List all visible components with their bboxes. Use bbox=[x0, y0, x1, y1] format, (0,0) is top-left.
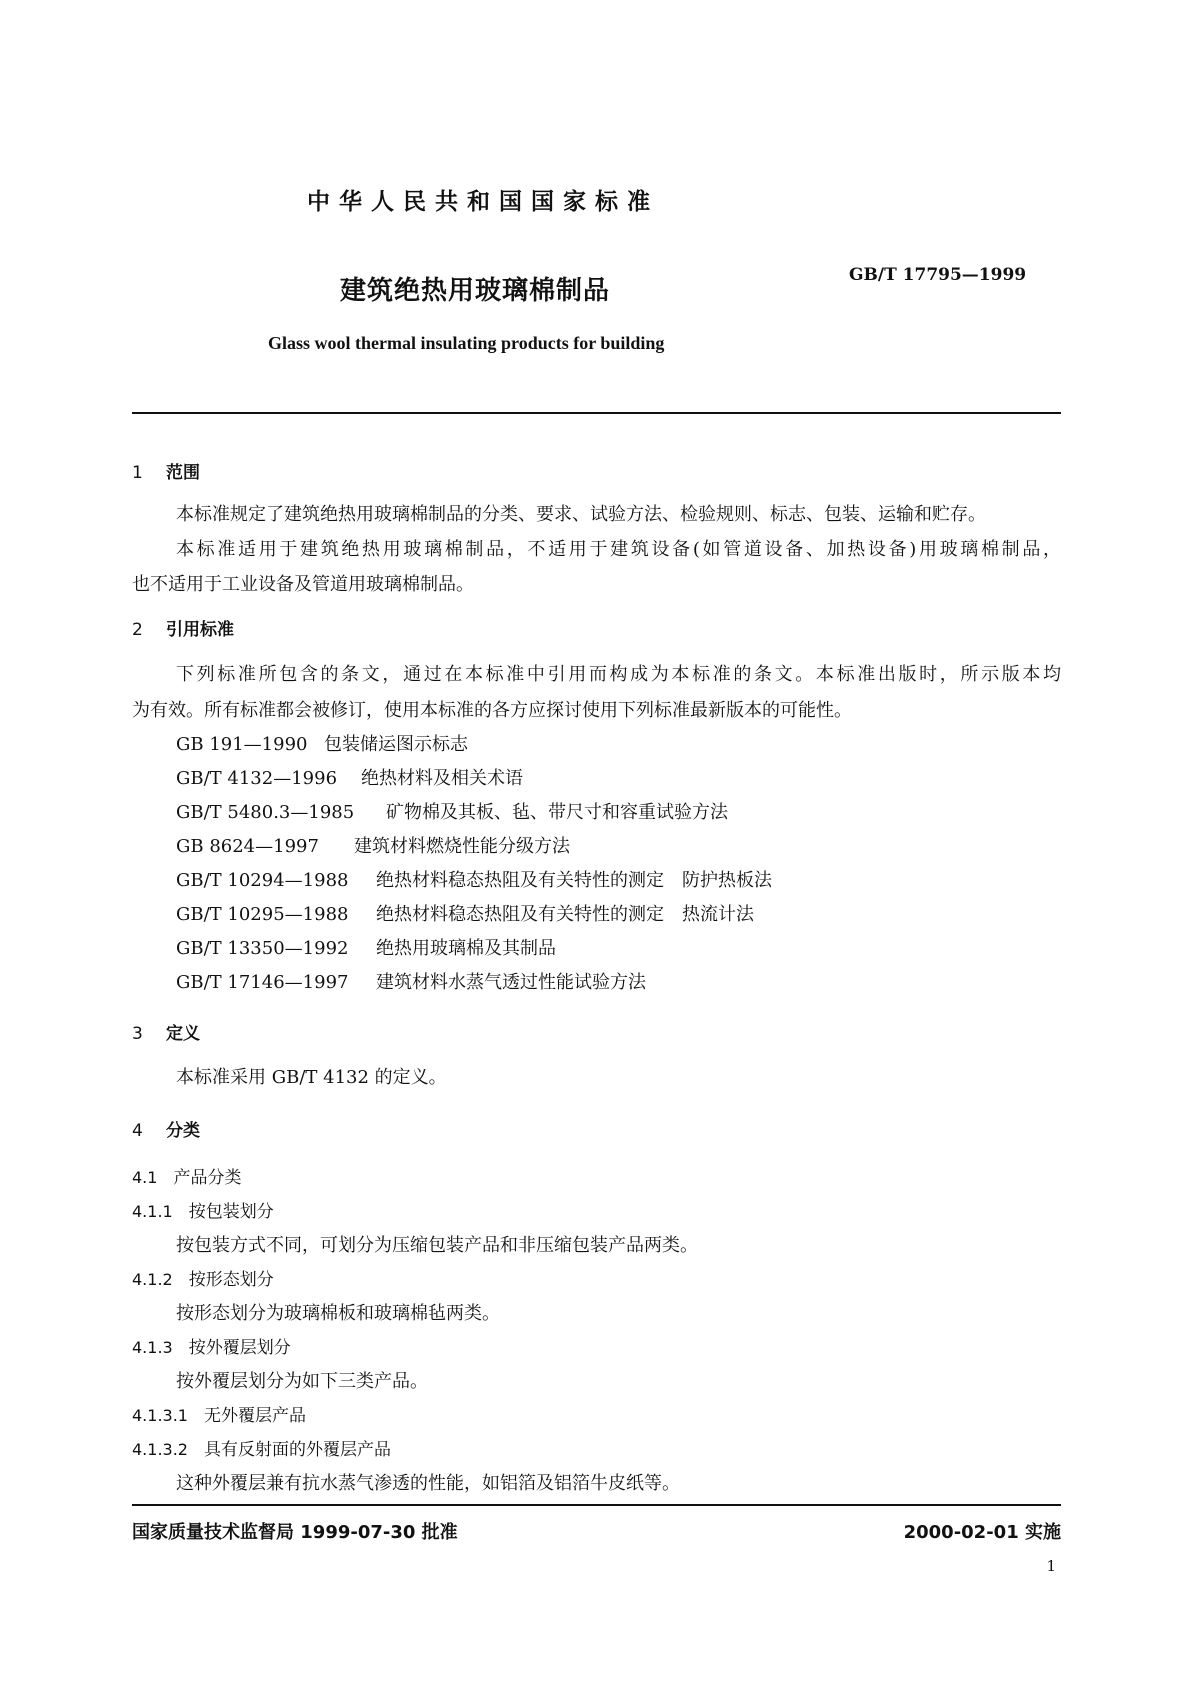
reference-standard bbox=[176, 900, 754, 926]
reference-standard bbox=[176, 798, 728, 824]
clause-number: 4.1.3.2 bbox=[132, 1440, 188, 1459]
section-3-heading bbox=[132, 1019, 200, 1044]
section-title: 引用标准 bbox=[166, 620, 234, 640]
section-2-heading bbox=[132, 615, 234, 640]
reference-code: GB/T 4132—1996 bbox=[176, 768, 338, 789]
clause-title: 具有反射面的外覆层产品 bbox=[203, 1440, 391, 1460]
clause-4-1-1 bbox=[132, 1197, 274, 1222]
clause-4-1-3 bbox=[132, 1333, 291, 1358]
reference-title: 建筑材料水蒸气透过性能试验方法 bbox=[376, 972, 646, 993]
clause-4-1-3-2 bbox=[132, 1435, 391, 1460]
reference-standard bbox=[176, 832, 570, 858]
section-2-paragraph-line-2: 为有效。所有标准都会被修订，使用本标准的各方应探讨使用下列标准最新版本的可能性。 bbox=[132, 700, 852, 721]
reference-title: 绝热材料稳态热阻及有关特性的测定 热流计法 bbox=[376, 904, 754, 925]
reference-code: GB/T 10295—1988 bbox=[176, 904, 349, 925]
reference-standard bbox=[176, 866, 772, 892]
page-number: 1 bbox=[1046, 1557, 1056, 1575]
national-standard-heading: 中华人民共和国国家标准 bbox=[307, 189, 659, 215]
reference-title: 建筑材料燃烧性能分级方法 bbox=[354, 836, 570, 857]
reference-code: GB/T 5480.3—1985 bbox=[176, 802, 355, 823]
clause-4-1-2-body: 按形态划分为玻璃棉板和玻璃棉毡两类。 bbox=[176, 1303, 500, 1324]
reference-code: GB 8624—1997 bbox=[176, 836, 319, 857]
section-1-paragraph-1: 本标准规定了建筑绝热用玻璃棉制品的分类、要求、试验方法、检验规则、标志、包装、运输和贮存。 bbox=[176, 504, 986, 525]
clause-title: 无外覆层产品 bbox=[203, 1406, 306, 1426]
section-1-paragraph-2-line-2: 也不适用于工业设备及管道用玻璃棉制品。 bbox=[132, 574, 474, 595]
reference-standard bbox=[176, 968, 646, 994]
clause-4-1-3-body: 按外覆层划分为如下三类产品。 bbox=[176, 1371, 428, 1392]
header-divider bbox=[132, 412, 1061, 414]
effective-date: 2000-02-01 实施 bbox=[903, 1522, 1061, 1543]
reference-code: GB/T 13350—1992 bbox=[176, 938, 349, 959]
reference-code: GB/T 17146—1997 bbox=[176, 972, 349, 993]
clause-title: 产品分类 bbox=[173, 1168, 242, 1188]
clause-title: 按形态划分 bbox=[188, 1270, 274, 1290]
clause-number: 4.1.2 bbox=[132, 1270, 173, 1289]
document-title: 建筑绝热用玻璃棉制品 bbox=[340, 276, 611, 306]
section-title: 定义 bbox=[166, 1024, 200, 1044]
approval-line: 国家质量技术监督局 1999-07-30 批准 bbox=[132, 1522, 458, 1543]
section-4-heading bbox=[132, 1116, 200, 1141]
clause-number: 4.1.3 bbox=[132, 1338, 173, 1357]
clause-4-1-2 bbox=[132, 1265, 274, 1290]
footer-divider bbox=[132, 1504, 1061, 1506]
section-title: 分类 bbox=[166, 1121, 200, 1141]
clause-4-1-1-body: 按包装方式不同，可划分为压缩包装产品和非压缩包装产品两类。 bbox=[176, 1235, 698, 1256]
reference-title: 绝热材料稳态热阻及有关特性的测定 防护热板法 bbox=[376, 870, 772, 891]
section-2-paragraph-line-1: 下列标准所包含的条文，通过在本标准中引用而构成为本标准的条文。本标准出版时，所示版本均 bbox=[176, 664, 1061, 685]
reference-title: 包装储运图示标志 bbox=[324, 734, 468, 755]
section-1-paragraph-2-line-1: 本标准适用于建筑绝热用玻璃棉制品，不适用于建筑设备(如管道设备、加热设备)用玻璃棉制品， bbox=[176, 539, 1061, 560]
section-number: 4 bbox=[132, 1121, 143, 1141]
clause-number: 4.1.3.1 bbox=[132, 1406, 188, 1425]
reference-title: 绝热材料及相关术语 bbox=[361, 768, 523, 789]
clause-number: 4.1.1 bbox=[132, 1202, 173, 1221]
reference-standard bbox=[176, 934, 556, 960]
clause-title: 按外覆层划分 bbox=[188, 1338, 291, 1358]
section-number: 1 bbox=[132, 463, 143, 483]
section-1-heading bbox=[132, 458, 200, 483]
section-title: 范围 bbox=[166, 463, 200, 483]
section-number: 3 bbox=[132, 1024, 143, 1044]
english-title: Glass wool thermal insulating products for building bbox=[268, 333, 665, 353]
reference-title: 矿物棉及其板、毡、带尺寸和容重试验方法 bbox=[386, 802, 728, 823]
reference-code: GB/T 10294—1988 bbox=[176, 870, 349, 891]
reference-standard bbox=[176, 764, 523, 790]
standard-number: GB/T 17795—1999 bbox=[849, 265, 1027, 285]
section-3-paragraph: 本标准采用 GB/T 4132 的定义。 bbox=[176, 1067, 447, 1088]
clause-title: 按包装划分 bbox=[188, 1202, 274, 1222]
clause-number: 4.1 bbox=[132, 1168, 158, 1187]
clause-4-1-3-1 bbox=[132, 1401, 306, 1426]
reference-title: 绝热用玻璃棉及其制品 bbox=[376, 938, 556, 959]
reference-standard bbox=[176, 730, 468, 756]
clause-4-1-3-2-body: 这种外覆层兼有抗水蒸气渗透的性能，如铝箔及铝箔牛皮纸等。 bbox=[176, 1473, 680, 1494]
reference-code: GB 191—1990 bbox=[176, 734, 308, 755]
clause-4-1 bbox=[132, 1163, 241, 1188]
section-number: 2 bbox=[132, 620, 143, 640]
